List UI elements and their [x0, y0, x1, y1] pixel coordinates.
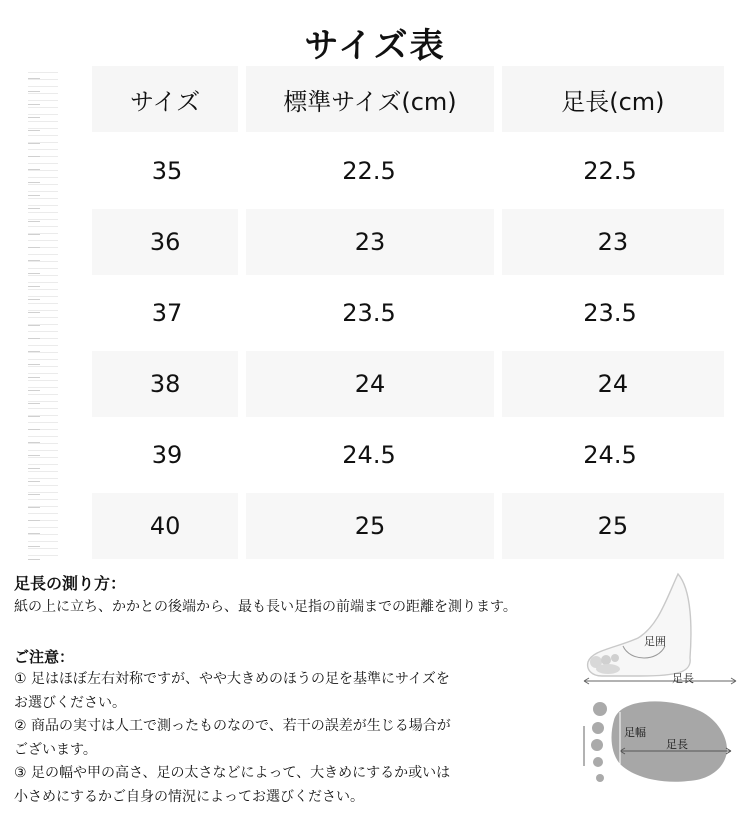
table-row [92, 280, 724, 346]
size-cell: 35 [151, 157, 183, 185]
footprint-icon [584, 701, 731, 782]
note-line: ございます。 [14, 741, 97, 758]
table-row [92, 493, 724, 559]
standard-size-cell: 22.5 [342, 157, 396, 185]
note-line: お選びください。 [14, 694, 126, 711]
foot-length-cell: 24.5 [583, 441, 637, 469]
standard-size-cell: 25 [238, 493, 494, 559]
width-label: 足幅 [624, 726, 646, 739]
length-label-top: 足長 [672, 672, 694, 685]
foot-length-cell: 22.5 [583, 157, 637, 185]
header-foot-length: 足長(cm) [494, 66, 724, 132]
note-line: ③ 足の幅や甲の高さ、足の太さなどによって、大きめにするか或いは [14, 765, 451, 781]
standard-size-cell: 24.5 [342, 441, 396, 469]
standard-size-cell: 23 [238, 209, 494, 275]
standard-size-cell: 24 [238, 351, 494, 417]
page-title: サイズ表 [304, 26, 446, 66]
table-row [92, 422, 724, 488]
table-header-row [92, 66, 724, 132]
ruler-decoration [28, 66, 58, 561]
foot-length-cell: 25 [494, 493, 724, 559]
note-list [14, 668, 559, 809]
foot-length-cell: 23.5 [583, 299, 637, 327]
measure-text: 紙の上に立ち、かかとの後端から、最も長い足指の前端までの距離を測ります。 [14, 599, 517, 615]
note-line: ① 足はほぼ左右対称ですが、やや大きめのほうの足を基準にサイズを [14, 671, 450, 687]
foot-length-cell: 24 [494, 351, 724, 417]
size-cell: 38 [92, 351, 238, 417]
size-cell: 40 [92, 493, 238, 559]
length-label-bottom: 足長 [666, 738, 688, 751]
table-row [92, 138, 724, 204]
girth-label: 足囲 [644, 635, 666, 648]
size-cell: 36 [92, 209, 238, 275]
size-cell: 37 [151, 299, 183, 327]
size-cell: 39 [151, 441, 183, 469]
measure-title: 足長の測り方： [14, 574, 127, 593]
foot-length-cell: 23 [494, 209, 724, 275]
header-standard-size: 標準サイズ(cm) [238, 66, 494, 132]
size-table [0, 66, 750, 561]
header-size: サイズ [92, 66, 238, 132]
foot-side-icon [584, 574, 736, 684]
foot-measurement-diagram [576, 566, 746, 826]
note-title: ご注意： [14, 648, 75, 666]
standard-size-cell: 23.5 [342, 299, 396, 327]
note-line: 小さめにするかご自身の情況によってお選びください。 [14, 788, 364, 805]
table-row [92, 351, 724, 417]
note-line: ② 商品の実寸は人工で測ったものなので、若干の誤差が生じる場合が [14, 718, 451, 734]
table-row [92, 209, 724, 275]
